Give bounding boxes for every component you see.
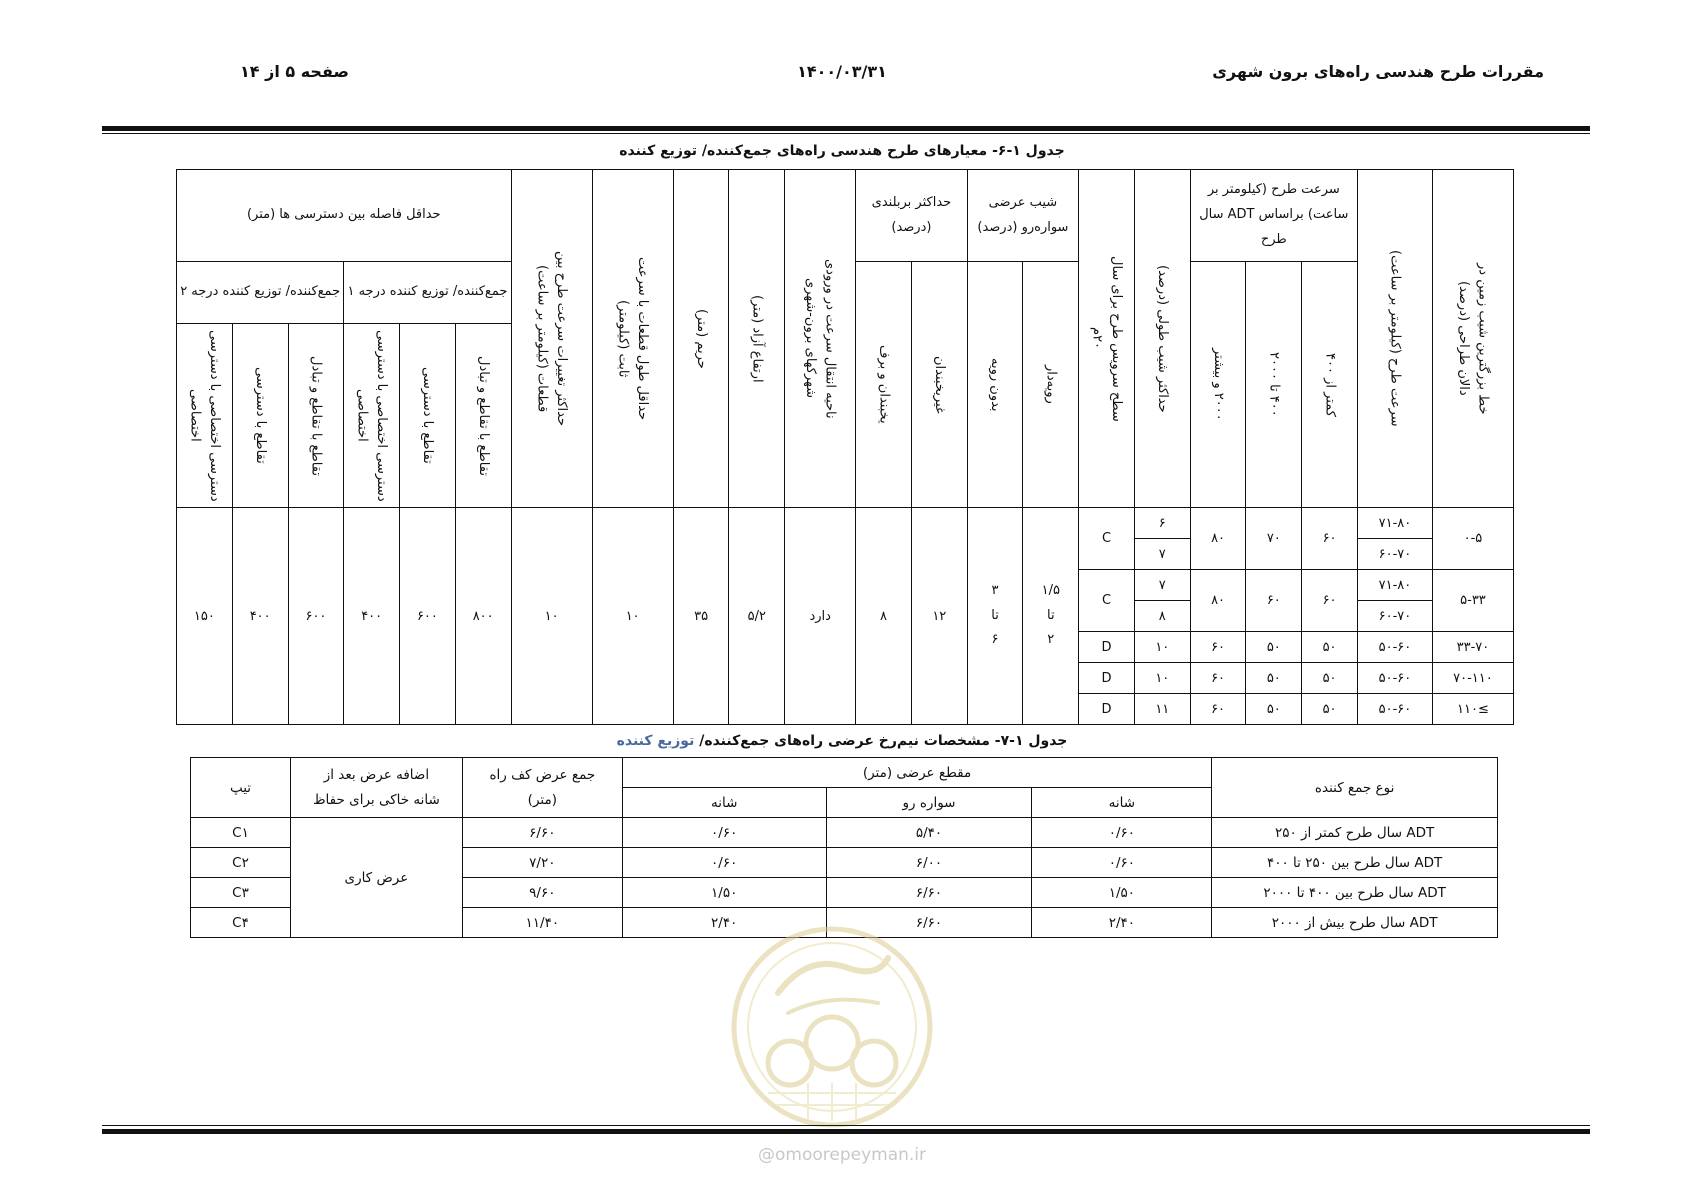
document-title: مقررات طرح هندسی راه‌های برون شهری bbox=[1212, 62, 1544, 81]
header-type-name: نوع جمع کننده bbox=[1212, 758, 1498, 818]
header-min-section-length: حداقل طول قطعات با سرعت ثابت (کیلومتر) bbox=[592, 170, 673, 508]
header-paved: رویه‌دار bbox=[1023, 262, 1079, 508]
shared-transition: دارد bbox=[785, 508, 856, 725]
table-cell: ۶۰ bbox=[1302, 508, 1358, 570]
header-shoulder-right: شانه bbox=[1032, 788, 1212, 818]
table-cell: ۱/۵۰ bbox=[622, 878, 826, 908]
shared-ice-snow: ۸ bbox=[856, 508, 912, 725]
top-rule-thin bbox=[102, 133, 1590, 134]
table-row: ADT سال طرح بین ۴۰۰ تا ۲۰۰۰ bbox=[1212, 878, 1498, 908]
table-cell: ۵/۴۰ bbox=[826, 818, 1032, 848]
header-shoulder-left: شانه bbox=[622, 788, 826, 818]
table-cell: ۵۰ bbox=[1302, 663, 1358, 694]
table-row: ≥۱۱۰ bbox=[1432, 694, 1513, 725]
table-cell: ۰/۶۰ bbox=[1032, 848, 1212, 878]
header-g1-interchange: تقاطع با تقاطع و تبادل bbox=[455, 324, 511, 508]
header-transition-zone: ناحیه انتقال سرعت در ورودی شهرکهای برون-شهری bbox=[785, 170, 856, 508]
table-cell: C bbox=[1079, 570, 1135, 632]
header-unpaved: بدون رویه bbox=[967, 262, 1023, 508]
table-cell: ۷ bbox=[1134, 570, 1190, 601]
table-cell: ۱۰ bbox=[1134, 632, 1190, 663]
header-speed-by-adt: سرعت طرح (کیلومتر بر ساعت) براساس ADT سال طرح bbox=[1190, 170, 1357, 262]
table-cell: ۵۰ bbox=[1246, 663, 1302, 694]
shared-max-speed-change: ۱۰ bbox=[511, 508, 592, 725]
header-los: سطح سرویس طرح برای سال ۲۰م bbox=[1079, 170, 1135, 508]
header-superelevation: حداکثر بربلندی (درصد) bbox=[856, 170, 968, 262]
table-cell: ۸ bbox=[1134, 601, 1190, 632]
table-cell: ۸۰ bbox=[1190, 508, 1246, 570]
table-cell: D bbox=[1079, 663, 1135, 694]
header-max-grade: حداکثر شیب طولی (درصد) bbox=[1134, 170, 1190, 508]
shared-g1-private: ۴۰۰ bbox=[344, 508, 400, 725]
shared-right-of-way: ۳۵ bbox=[673, 508, 729, 725]
table-cell: ۵۰ bbox=[1302, 632, 1358, 663]
shared-cross-paved: ۱/۵ تا ۲ bbox=[1023, 508, 1079, 725]
header-g2-interchange: تقاطع با تقاطع و تبادل bbox=[288, 324, 344, 508]
shared-min-section-length: ۱۰ bbox=[592, 508, 673, 725]
table-row: ۳۳-۷۰ bbox=[1432, 632, 1513, 663]
table1-caption: جدول ۱-۶- معیارهای طرح هندسی راه‌های جمع‌کننده/ توزیع کننده bbox=[619, 143, 1065, 159]
table-cell: ۵۰ bbox=[1246, 632, 1302, 663]
header-adt-400-2000: ۴۰۰ تا ۲۰۰۰ bbox=[1246, 262, 1302, 508]
table-cell: D bbox=[1079, 632, 1135, 663]
cross-section-table bbox=[190, 757, 1498, 938]
table-cell: ۶۰-۷۰ bbox=[1357, 601, 1432, 632]
header-no-ice: غیریخبندان bbox=[911, 262, 967, 508]
design-criteria-table bbox=[176, 169, 1514, 725]
shared-clearance: ۵/۲ bbox=[729, 508, 785, 725]
table-cell: ۵۰-۶۰ bbox=[1357, 694, 1432, 725]
header-clearance: ارتفاع آزاد (متر) bbox=[729, 170, 785, 508]
shared-g2-private: ۱۵۰ bbox=[177, 508, 233, 725]
table-cell: ۱۱/۴۰ bbox=[462, 908, 622, 938]
watermark-logo bbox=[728, 923, 936, 1131]
header-adt-lt-400: کمتر از ۴۰۰ bbox=[1302, 262, 1358, 508]
header-grade1: جمع‌کننده/ توزیع کننده درجه ۱ bbox=[344, 262, 511, 324]
table-cell: ۶/۶۰ bbox=[826, 908, 1032, 938]
shared-g1-access: ۶۰۰ bbox=[400, 508, 456, 725]
header-carriageway: سواره رو bbox=[826, 788, 1032, 818]
table-cell: C۳ bbox=[191, 878, 291, 908]
table2-caption: جدول ۱-۷- مشخصات نیم‌رخ عرضی راه‌های جمع‌کننده/ توزیع کننده bbox=[616, 733, 1068, 749]
table-cell: ۷ bbox=[1134, 539, 1190, 570]
header-cross-section: مقطع عرضی (متر) bbox=[622, 758, 1211, 788]
table-cell: ۵۰ bbox=[1302, 694, 1358, 725]
table-cell: ۵۰-۶۰ bbox=[1357, 663, 1432, 694]
header-design-speed: سرعت طرح (کیلومتر بر ساعت) bbox=[1357, 170, 1432, 508]
table-row: ۰-۵ bbox=[1432, 508, 1513, 570]
top-rule bbox=[102, 126, 1590, 131]
table-row: ADT سال طرح بیش از ۲۰۰۰ bbox=[1212, 908, 1498, 938]
table-cell: ۲/۴۰ bbox=[622, 908, 826, 938]
header-right-of-way: حریم (متر) bbox=[673, 170, 729, 508]
table-cell: C۲ bbox=[191, 848, 291, 878]
header-g2-access: تقاطع با دسترسی bbox=[232, 324, 288, 508]
table-cell: ۶۰ bbox=[1302, 570, 1358, 632]
header-g2-private: دسترسی اختصاصی با دسترسی اختصاصی bbox=[177, 324, 233, 508]
table-cell: ۱۰ bbox=[1134, 663, 1190, 694]
shared-g1-interchange: ۸۰۰ bbox=[455, 508, 511, 725]
table-cell: ۶ bbox=[1134, 508, 1190, 539]
table-cell: ۷۱-۸۰ bbox=[1357, 508, 1432, 539]
table-row: ADT سال طرح کمتر از ۲۵۰ bbox=[1212, 818, 1498, 848]
header-min-access-spacing: حداقل فاصله بین دسترسی ها (متر) bbox=[177, 170, 512, 262]
table-cell: ۶/۶۰ bbox=[462, 818, 622, 848]
header-max-speed-change: حداکثر تغییرات سرعت طرح بین قطعات (کیلومتر بر ساعت) bbox=[511, 170, 592, 508]
table-row: ۷۰-۱۱۰ bbox=[1432, 663, 1513, 694]
table-cell: C۴ bbox=[191, 908, 291, 938]
table-cell: ۱/۵۰ bbox=[1032, 878, 1212, 908]
header-g1-access: تقاطع با دسترسی bbox=[400, 324, 456, 508]
header-adt-2000-plus: ۲۰۰۰ و بیشتر bbox=[1190, 262, 1246, 508]
table-cell: ۷۱-۸۰ bbox=[1357, 570, 1432, 601]
table-cell: ۶۰ bbox=[1190, 632, 1246, 663]
shared-g2-interchange: ۶۰۰ bbox=[288, 508, 344, 725]
table-cell: ۶۰ bbox=[1190, 663, 1246, 694]
table-row: ۵-۳۳ bbox=[1432, 570, 1513, 632]
table-row: ADT سال طرح بین ۲۵۰ تا ۴۰۰ bbox=[1212, 848, 1498, 878]
table-cell: ۰/۶۰ bbox=[622, 818, 826, 848]
table-cell: ۸۰ bbox=[1190, 570, 1246, 632]
table-cell: ۰/۶۰ bbox=[622, 848, 826, 878]
shared-g2-access: ۴۰۰ bbox=[232, 508, 288, 725]
table-cell: ۹/۶۰ bbox=[462, 878, 622, 908]
table-cell: ۶/۶۰ bbox=[826, 878, 1032, 908]
document-date: ۱۴۰۰/۰۳/۳۱ bbox=[797, 62, 887, 81]
header-ground-slope: خط بزرگترین شیب زمین در دالان طراحی (درصد) bbox=[1432, 170, 1513, 508]
header-extra-width: اضافه عرض بعد از شانه خاکی برای حفاظ bbox=[290, 758, 462, 818]
header-tip: تیپ bbox=[191, 758, 291, 818]
table-cell: ۶/۰۰ bbox=[826, 848, 1032, 878]
header-grade2: جمع‌کننده/ توزیع کننده درجه ۲ bbox=[177, 262, 344, 324]
table-cell: ۶۰ bbox=[1246, 570, 1302, 632]
extra-width-value: عرض کاری bbox=[290, 818, 462, 938]
table-cell: ۵۰ bbox=[1246, 694, 1302, 725]
header-ice-snow: یخبندان و برف bbox=[856, 262, 912, 508]
table-cell: C۱ bbox=[191, 818, 291, 848]
shared-no-ice: ۱۲ bbox=[911, 508, 967, 725]
table-cell: ۱۱ bbox=[1134, 694, 1190, 725]
table-cell: ۷/۲۰ bbox=[462, 848, 622, 878]
table-cell: ۷۰ bbox=[1246, 508, 1302, 570]
header-g1-private: دسترسی اختصاصی با دسترسی اختصاصی bbox=[344, 324, 400, 508]
table-cell: ۰/۶۰ bbox=[1032, 818, 1212, 848]
table-cell: ۲/۴۰ bbox=[1032, 908, 1212, 938]
table-cell: ۶۰-۷۰ bbox=[1357, 539, 1432, 570]
table-cell: D bbox=[1079, 694, 1135, 725]
watermark-site: @omoorepeyman.ir bbox=[757, 1145, 927, 1165]
header-cross-slope: شیب عرضی سواره‌رو (درصد) bbox=[967, 170, 1079, 262]
header-total-width: جمع عرض کف راه (متر) bbox=[462, 758, 622, 818]
table-cell: ۶۰ bbox=[1190, 694, 1246, 725]
table-cell: C bbox=[1079, 508, 1135, 570]
page-number: صفحه ۵ از ۱۴ bbox=[240, 62, 349, 81]
table-cell: ۵۰-۶۰ bbox=[1357, 632, 1432, 663]
shared-cross-unpaved: ۳ تا ۶ bbox=[967, 508, 1023, 725]
bottom-rule bbox=[102, 1129, 1590, 1134]
bottom-rule-thin bbox=[102, 1125, 1590, 1126]
